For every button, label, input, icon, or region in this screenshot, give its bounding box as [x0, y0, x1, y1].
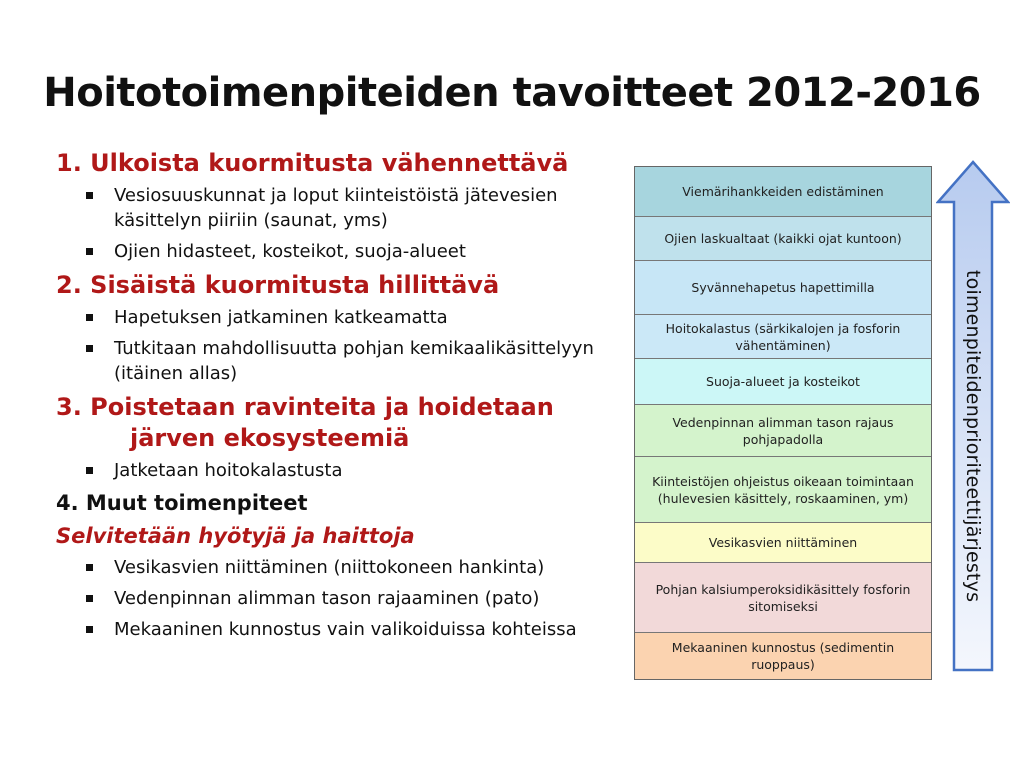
bullet-item: Vesiosuuskunnat ja loput kiinteistöistä jätevesien käsittelyn piiriin (saunat, yms)	[56, 183, 636, 233]
goal-4-bullets	[56, 555, 636, 642]
priority-box: Vedenpinnan alimman tason rajaus pohjapadolla	[635, 405, 931, 457]
bullet-item: Ojien hidasteet, kosteikot, suoja-alueet	[56, 239, 636, 264]
goal-3-heading-line2: järven ekosysteemiä	[130, 424, 410, 452]
bullet-item: Mekaaninen kunnostus vain valikoiduissa kohteissa	[56, 617, 636, 642]
goal-2-bullets	[56, 305, 636, 386]
bullet-item: Vesikasvien niittäminen (niittokoneen hankinta)	[56, 555, 636, 580]
priority-box: Ojien laskualtaat (kaikki ojat kuntoon)	[635, 217, 931, 261]
bullet-item: Tutkitaan mahdollisuutta pohjan kemikaalikäsittelyyn (itäinen allas)	[56, 336, 636, 386]
goal-2-heading: 2. Sisäistä kuormitusta hillittävä	[56, 271, 500, 299]
priority-box: Syvännehapetus hapettimilla	[635, 261, 931, 315]
priority-box: Mekaaninen kunnostus (sedimentin ruoppaus)	[635, 633, 931, 679]
priority-box: Kiinteistöjen ohjeistus oikeaan toimintaan (hulevesien käsittely, roskaaminen, ym)	[635, 457, 931, 523]
goal-4-heading: 4. Muut toimenpiteet	[56, 491, 308, 515]
bullet-item: Vedenpinnan alimman tason rajaaminen (pato)	[56, 586, 636, 611]
bullet-item: Jatketaan hoitokalastusta	[56, 458, 636, 483]
priority-box: Hoitokalastus (särkikalojen ja fosforin vähentäminen)	[635, 315, 931, 359]
arrow-label-wrap	[938, 160, 1008, 672]
goal-3-heading	[56, 392, 636, 454]
goal-3-bullets	[56, 458, 636, 483]
priority-stack	[634, 166, 932, 680]
priority-box: Suoja-alueet ja kosteikot	[635, 359, 931, 405]
goal-1-bullets	[56, 183, 636, 264]
goals-list	[56, 148, 636, 648]
goal-1-heading: 1. Ulkoista kuormitusta vähennettävä	[56, 149, 569, 177]
arrow-label: toimenpiteidenprioriteettijärjestys	[962, 269, 984, 603]
slide-title: Hoitotoimenpiteiden tavoitteet 2012-2016	[43, 70, 981, 116]
priority-box: Vesikasvien niittäminen	[635, 523, 931, 563]
bullet-item: Hapetuksen jatkaminen katkeamatta	[56, 305, 636, 330]
goal-3-heading-line1: 3. Poistetaan ravinteita ja hoidetaan	[56, 393, 554, 421]
priority-box: Viemärihankkeiden edistäminen	[635, 167, 931, 217]
goal-4-subheading: Selvitetään hyötyjä ja haittoja	[56, 524, 415, 548]
priority-box: Pohjan kalsiumperoksidikäsittely fosforin sitomiseksi	[635, 563, 931, 633]
